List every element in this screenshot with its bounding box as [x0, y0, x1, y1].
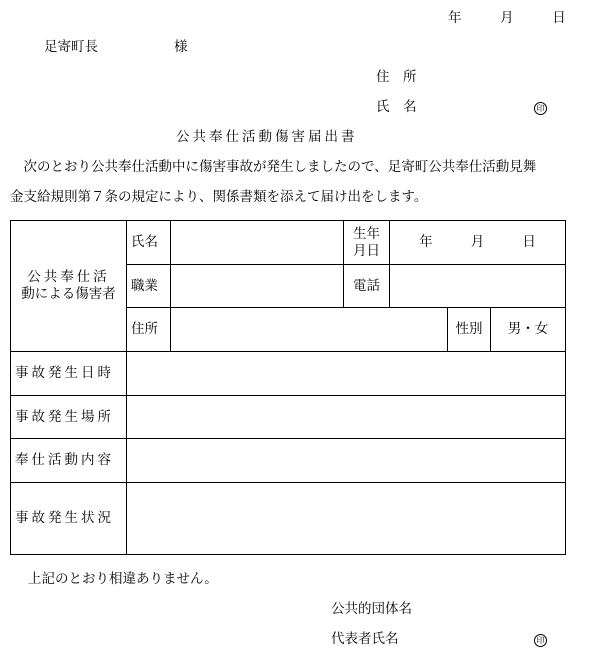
applicant-address-label: 住 所 [376, 69, 417, 85]
date-day: 日 [552, 10, 566, 26]
occupation-label: 職業 [127, 265, 171, 308]
applicant-seal-mark [534, 99, 547, 115]
sex-options[interactable]: 男・女 [491, 308, 566, 352]
injured-person-label: 公共奉仕活 動による傷害者 [11, 221, 127, 352]
accident-situation-label: 事故発生状況 [11, 483, 127, 555]
applicant-name-label: 氏 名 [376, 99, 417, 115]
date-month: 月 [500, 10, 514, 26]
sex-label: 性別 [448, 308, 491, 352]
addressee: 足寄町長 [44, 39, 98, 55]
activity-content-label: 奉仕活動内容 [11, 439, 127, 483]
body-text-line1: 次のとおり公共奉仕活動中に傷害事故が発生しましたので、足寄町公共奉仕活動見舞 [10, 159, 537, 175]
confirmation-text: 上記のとおり相違ありません。 [28, 571, 218, 587]
addressee-suffix: 様 [174, 39, 188, 55]
date-line [448, 10, 566, 26]
phone-field[interactable] [390, 265, 566, 308]
date-year: 年 [448, 10, 462, 26]
birth-month: 月 [470, 234, 485, 250]
seal-icon: 印 [534, 634, 547, 647]
accident-place-field[interactable] [127, 396, 566, 439]
representative-name-label: 代表者氏名 [331, 631, 399, 647]
seal-icon: 印 [534, 102, 547, 115]
address-field[interactable] [171, 308, 448, 352]
body-text-line2: 金支給規則第７条の規定により、関係書類を添えて届け出をします。 [10, 189, 428, 205]
birthdate-label: 生年 月日 [344, 221, 390, 265]
phone-label: 電話 [344, 265, 390, 308]
injury-report-form [10, 220, 566, 555]
birth-year: 年 [419, 234, 433, 250]
org-name-label: 公共的団体名 [331, 601, 412, 617]
representative-seal-mark [534, 631, 547, 647]
birthdate-field[interactable] [390, 221, 566, 265]
address-label: 住所 [127, 308, 171, 352]
name-field[interactable] [171, 221, 344, 265]
accident-datetime-label: 事故発生日時 [11, 352, 127, 396]
occupation-field[interactable] [171, 265, 344, 308]
name-label: 氏名 [127, 221, 171, 265]
document-title: 公共奉仕活動傷害届出書 [176, 129, 358, 145]
accident-place-label: 事故発生場所 [11, 396, 127, 439]
activity-content-field[interactable] [127, 439, 566, 483]
accident-datetime-field[interactable] [127, 352, 566, 396]
birth-day: 日 [522, 234, 536, 250]
accident-situation-field[interactable] [127, 483, 566, 555]
